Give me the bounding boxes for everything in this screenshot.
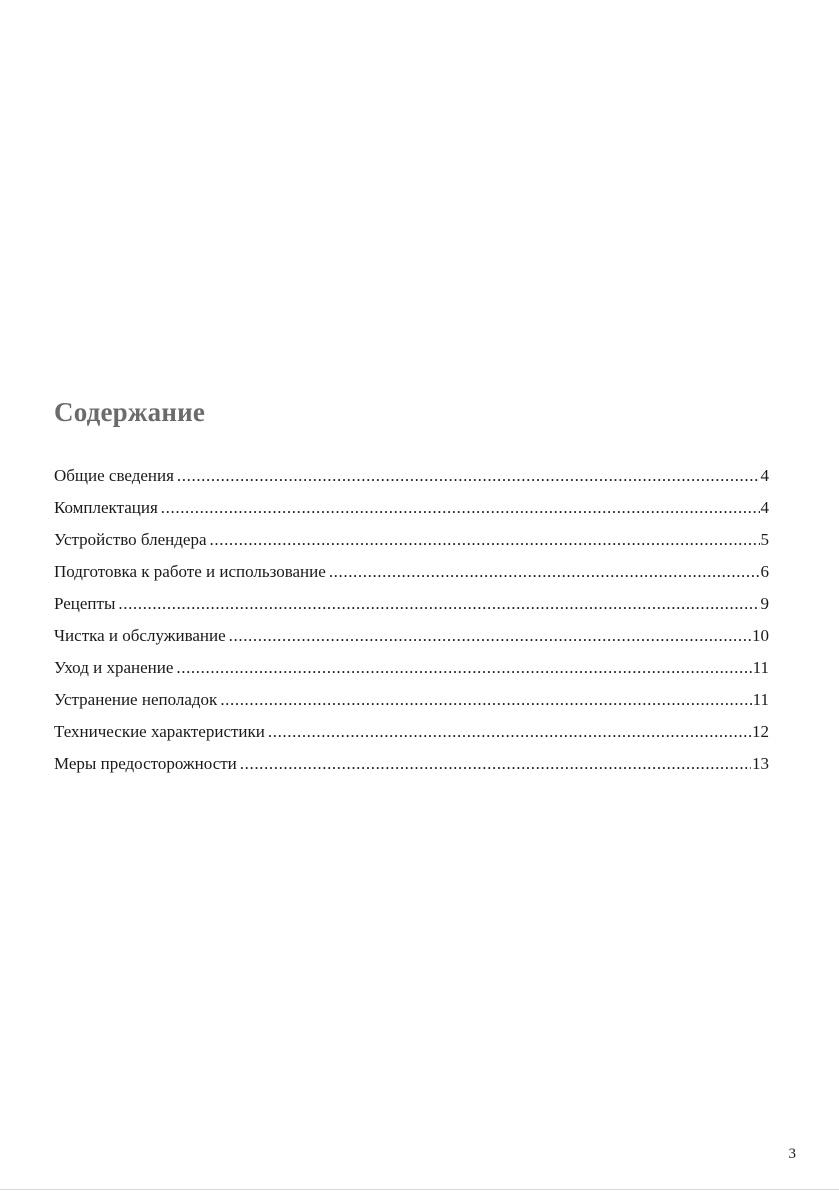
dot-leader bbox=[229, 620, 751, 652]
toc-entry-recipes[interactable] bbox=[54, 588, 769, 620]
toc-entry-general-info[interactable] bbox=[54, 460, 769, 492]
toc-entry-label: Меры предосторожности bbox=[54, 754, 237, 773]
toc-entry-label: Рецепты bbox=[54, 594, 116, 613]
toc-entry-label: Общие сведения bbox=[54, 466, 174, 485]
toc-entry-page: 12 bbox=[752, 722, 769, 741]
dot-leader bbox=[210, 524, 760, 556]
toc-entry-page: 6 bbox=[760, 562, 769, 581]
dot-leader bbox=[118, 588, 759, 620]
toc-entry-package-contents[interactable] bbox=[54, 492, 769, 524]
toc-entry-blender-design[interactable] bbox=[54, 524, 769, 556]
toc-entry-label: Комплектация bbox=[54, 498, 158, 517]
toc-entry-specifications[interactable] bbox=[54, 716, 769, 748]
toc-entry-page: 11 bbox=[752, 690, 769, 709]
table-of-contents bbox=[54, 460, 769, 780]
toc-entry-page: 13 bbox=[752, 754, 769, 773]
toc-entry-page: 4 bbox=[760, 466, 769, 485]
toc-entry-label: Уход и хранение bbox=[54, 658, 174, 677]
toc-entry-cleaning-and-maintenance[interactable] bbox=[54, 620, 769, 652]
toc-entry-page: 9 bbox=[760, 594, 769, 613]
toc-entry-label: Чистка и обслуживание bbox=[54, 626, 226, 645]
page-bottom-divider bbox=[0, 1189, 839, 1190]
toc-entry-troubleshooting[interactable] bbox=[54, 684, 769, 716]
toc-entry-page: 11 bbox=[752, 658, 769, 677]
toc-entry-preparation-and-use[interactable] bbox=[54, 556, 769, 588]
dot-leader bbox=[220, 684, 751, 716]
toc-title: Содержание bbox=[54, 397, 206, 427]
toc-entry-label: Технические характеристики bbox=[54, 722, 265, 741]
toc-entry-page: 4 bbox=[760, 498, 769, 517]
toc-entry-page: 10 bbox=[752, 626, 769, 645]
toc-entry-page: 5 bbox=[760, 530, 769, 549]
dot-leader bbox=[176, 652, 751, 684]
toc-entry-safety-precautions[interactable] bbox=[54, 748, 769, 780]
dot-leader bbox=[161, 492, 760, 524]
toc-entry-label: Подготовка к работе и использование bbox=[54, 562, 326, 581]
dot-leader bbox=[177, 460, 760, 492]
dot-leader bbox=[268, 716, 751, 748]
page-number: 3 bbox=[788, 1146, 796, 1162]
toc-entry-label: Устройство блендера bbox=[54, 530, 207, 549]
dot-leader bbox=[240, 748, 751, 780]
toc-entry-label: Устранение неполадок bbox=[54, 690, 218, 709]
toc-entry-care-and-storage[interactable] bbox=[54, 652, 769, 684]
dot-leader bbox=[329, 556, 760, 588]
